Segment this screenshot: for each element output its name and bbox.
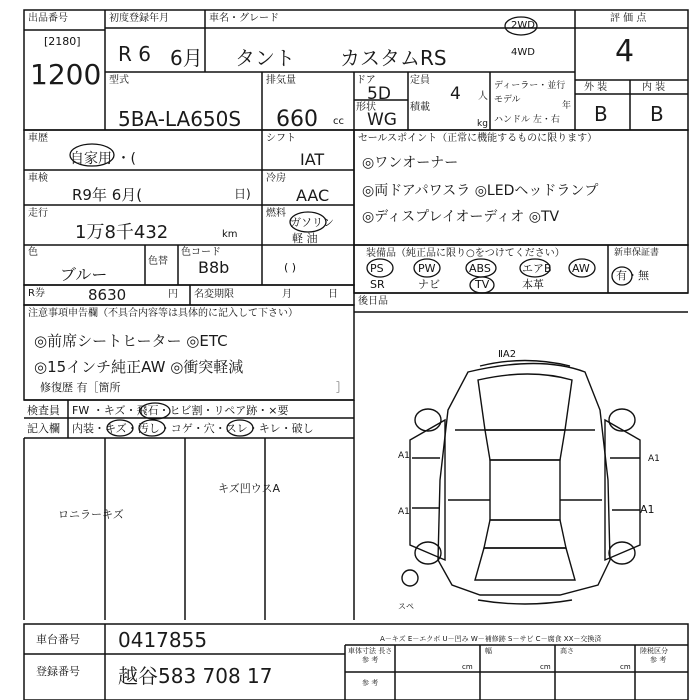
history-label: 車歴 bbox=[28, 133, 48, 144]
diagram-legend: A－キズ E－エクボ U－凹み W－補修跡 S－サビ C－腐食 XX－交換済 bbox=[380, 635, 602, 643]
shape-value: WG bbox=[367, 110, 397, 130]
diagram-bottom-mark: スペ bbox=[398, 602, 414, 611]
size-length-label: 車体寸法 長さ bbox=[348, 647, 393, 655]
repair-history: 修復歴 有［箇所 bbox=[40, 381, 121, 394]
int-label: 内 装 bbox=[642, 82, 666, 93]
reg-label: 登録番号 bbox=[36, 665, 80, 678]
warranty-label: 新車保証書 bbox=[614, 248, 660, 258]
capacity-unit: 人 bbox=[478, 91, 488, 102]
doors-label: ドア bbox=[356, 75, 376, 86]
diagram-right-a1-mid: A1 bbox=[640, 503, 655, 516]
mileage-label: 走行 bbox=[28, 208, 48, 219]
name-change-day: 日 bbox=[328, 289, 338, 300]
size-ref-1: 参 考 bbox=[362, 656, 379, 664]
mileage-value: 1万8千432 bbox=[75, 222, 169, 243]
sales-point-3: ◎ディスプレイオーディオ ◎TV bbox=[362, 209, 560, 225]
equip-ps: PS bbox=[370, 262, 384, 275]
later-label: 後日品 bbox=[358, 296, 388, 307]
model-year-unit: 年 bbox=[562, 101, 572, 111]
notes-line-2: ◎15インチ純正AW ◎衝突軽減 bbox=[34, 358, 244, 376]
fuel-gas: ガソリン bbox=[290, 216, 334, 229]
capacity-value: 4 bbox=[450, 84, 461, 104]
drive-4wd: 4WD bbox=[511, 47, 535, 58]
equip-sr: SR bbox=[370, 278, 385, 291]
equip-leather: 本革 bbox=[522, 278, 544, 291]
equip-aw: AW bbox=[572, 262, 590, 275]
inspection-row-1: FW ・キズ・飛石・ヒビ割・リペア跡・×要 bbox=[72, 404, 289, 417]
reg-era: R 6 bbox=[118, 42, 151, 66]
grade: カスタムRS bbox=[340, 46, 447, 70]
size-cm-1: cm bbox=[462, 663, 473, 671]
equipment-label: 装備品（純正品に限り○をつけてください） bbox=[366, 248, 565, 259]
diagram-right-a1-top: A1 bbox=[648, 454, 660, 464]
displacement-label: 排気量 bbox=[266, 75, 296, 86]
shift-value: IAT bbox=[300, 150, 325, 169]
shape-label: 形状 bbox=[356, 102, 376, 113]
chassis-label: 車台番号 bbox=[36, 633, 80, 646]
sales-point-1: ◎ワンオーナー bbox=[362, 155, 459, 171]
doors-value: 5D bbox=[367, 84, 391, 104]
equip-tv: TV bbox=[475, 278, 490, 291]
sales-point-2: ◎両ドアパワスラ ◎LEDヘッドランプ bbox=[362, 183, 599, 199]
color-label: 色 bbox=[28, 247, 38, 258]
lot-number: 1200 bbox=[30, 58, 102, 91]
size-cm-2: cm bbox=[540, 663, 551, 671]
shift-label: シフト bbox=[266, 133, 296, 144]
equip-airbag: エアB bbox=[522, 262, 552, 275]
reg-month: 6月 bbox=[170, 46, 203, 70]
shaken-day: 日) bbox=[234, 187, 251, 201]
notes-line-1: ◎前席シートヒーター ◎ETC bbox=[34, 332, 228, 350]
model-grade-label: 車名・グレード bbox=[209, 13, 279, 24]
chassis-value: 0417855 bbox=[118, 628, 208, 652]
shaken-label: 車検 bbox=[28, 173, 48, 184]
warranty-value: 有・無 bbox=[616, 269, 649, 282]
displacement-unit: cc bbox=[333, 116, 344, 127]
inspection-comment-1: キズ凹ウスA bbox=[218, 482, 280, 495]
size-width-label: 幅 bbox=[485, 647, 492, 655]
aircon-label: 冷房 bbox=[266, 173, 286, 184]
name-change-month: 月 bbox=[282, 289, 292, 300]
aircon-value: AAC bbox=[296, 186, 330, 205]
name-change-label: 名変期限 bbox=[194, 289, 234, 300]
drive-2wd: 2WD bbox=[511, 20, 535, 31]
fuel-label: 燃料 bbox=[266, 208, 286, 219]
color-code: B8b bbox=[198, 258, 230, 277]
color-no-label: 色替 bbox=[148, 256, 168, 267]
load-unit: kg bbox=[477, 119, 488, 129]
size-ref-2: 参 考 bbox=[650, 656, 667, 664]
repair-bracket: ］ bbox=[336, 381, 347, 394]
score-label: 評 価 点 bbox=[610, 13, 647, 24]
equip-navi: ナビ bbox=[418, 278, 440, 291]
sales-points-label: セールスポイント（正常に機能するものに限ります） bbox=[358, 133, 598, 144]
recycle-label: R券 bbox=[28, 288, 45, 299]
lot-sub: [2180] bbox=[44, 35, 81, 48]
recorder-label: 記入欄 bbox=[27, 422, 60, 435]
shaken-value: R9年 6月( bbox=[72, 186, 143, 204]
lot-number-label: 出品番号 bbox=[28, 13, 68, 24]
model-year-label: モデル bbox=[494, 95, 521, 105]
inspector-label: 検査員 bbox=[27, 404, 60, 417]
size-ref-3: 参 考 bbox=[362, 679, 379, 687]
diagram-left-a1-top: A1 bbox=[398, 451, 410, 461]
fuel-other: ( ) bbox=[284, 261, 297, 274]
type-value: 5BA-LA650S bbox=[118, 107, 242, 131]
diagram-left-a1-mid: A1 bbox=[398, 507, 410, 517]
color-code-label: 色コード bbox=[181, 247, 221, 258]
ext-score: B bbox=[594, 102, 608, 126]
displacement-value: 660 bbox=[276, 107, 318, 132]
load-label: 積載 bbox=[410, 102, 430, 113]
car-name: タント bbox=[235, 46, 295, 70]
diagram-top-mark: ⅡA2 bbox=[498, 349, 517, 360]
fuel-diesel: 軽 油 bbox=[292, 232, 318, 245]
ext-label: 外 装 bbox=[584, 82, 608, 93]
size-cm-3: cm bbox=[620, 663, 631, 671]
equip-pw: PW bbox=[418, 262, 436, 275]
history-value: 自家用 ・( bbox=[70, 151, 136, 167]
reg-value: 越谷583 708 17 bbox=[118, 664, 273, 688]
handle-label: ハンドル 左・右 bbox=[494, 115, 560, 125]
dealer-label: ディーラー・並行 bbox=[494, 81, 566, 91]
int-score: B bbox=[650, 102, 664, 126]
equip-abs: ABS bbox=[469, 262, 491, 275]
color-value: ブルー bbox=[60, 265, 108, 284]
first-reg-label: 初度登録年月 bbox=[109, 13, 169, 24]
inspection-row-2: 内装・キズ・汚し・コゲ・穴・スレ・キレ・破し bbox=[72, 422, 314, 435]
inspection-comment-2: ロニラーキズ bbox=[58, 508, 124, 521]
notes-label: 注意事項申告欄（不具合内容等は具体的に記入して下さい） bbox=[28, 308, 298, 319]
size-height-label: 高さ bbox=[560, 647, 574, 655]
recycle-unit: 円 bbox=[168, 289, 178, 300]
type-label: 型式 bbox=[109, 75, 129, 86]
recycle-value: 8630 bbox=[88, 286, 127, 304]
score: 4 bbox=[615, 34, 635, 69]
capacity-label: 定員 bbox=[410, 75, 430, 86]
class-label: 陸税区分 bbox=[640, 647, 668, 655]
mileage-unit: km bbox=[222, 229, 238, 240]
